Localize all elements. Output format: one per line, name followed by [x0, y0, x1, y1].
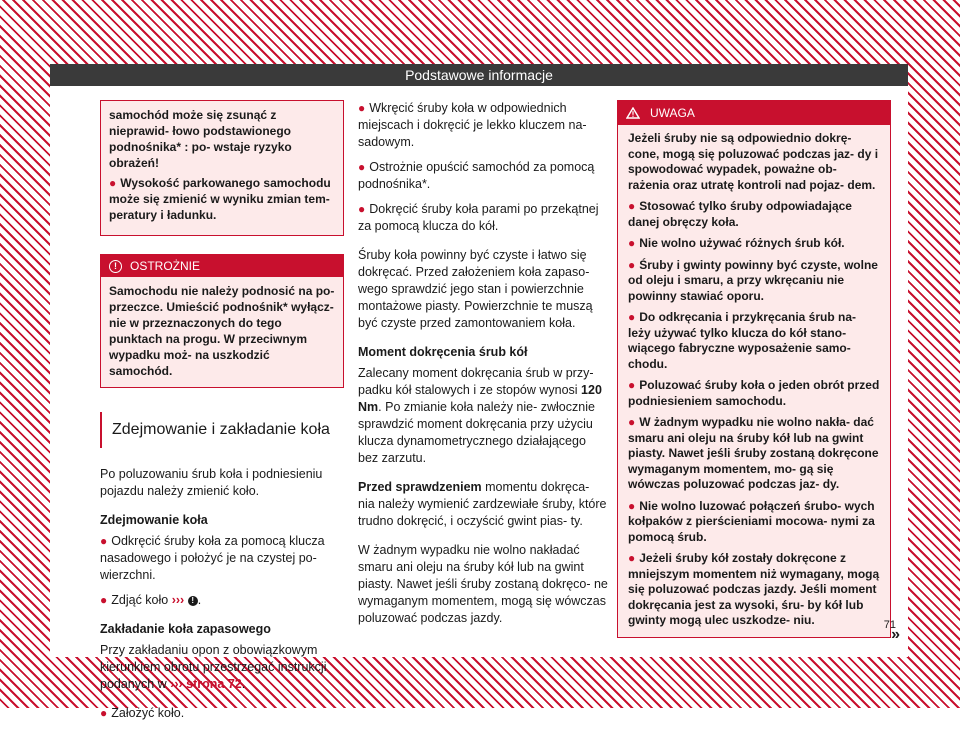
remove-heading: Zdejmowanie koła: [100, 513, 208, 527]
continue-arrow-icon: »: [891, 626, 900, 643]
bullet-icon: ●: [628, 310, 636, 324]
list-item-text: Zdjąć koło: [111, 593, 169, 607]
warning-header: [618, 101, 890, 125]
paragraph-text: momentu dokręca- nia należy wymienić zardzewiałe śruby, które trudno dokręcić, i oczyścić gwint pias- ty.: [358, 480, 607, 528]
bullet-icon: ●: [358, 202, 366, 216]
list-item: [358, 201, 608, 235]
list-item-text: Odkręcić śruby koła za pomocą klucza nasadowego i położyć je na czystej po- wierzchni.: [100, 534, 325, 582]
list-item-text: Jeżeli śruby kół zostały dokręcone z mniejszym momentem niż wymagany, mogą się poluzować podczas jazdy. Jeśli moment dokręcania jest za wysoki, śru- by kół lub gwinty mogą ulec uszkodze- niu.: [628, 551, 880, 627]
bullet-icon: ●: [100, 593, 108, 607]
list-item-text: Poluzować śruby koła o jeden obrót przed podniesieniem samochodu.: [628, 378, 880, 408]
paragraph: W żadnym wypadku nie wolno nakładać smaru ani oleju na śruby kół lub na gwint piasty. Nawet jeśli śruby zostaną dokręco- ne wymaganym momentem, mogą się wówczas poluzować podczas jazdy.: [358, 543, 608, 625]
section-title: Zdejmowanie i zakładanie koła: [100, 412, 344, 448]
bullet-icon: ●: [358, 160, 366, 174]
header-title: Podstawowe informacje: [405, 67, 553, 83]
list-item: [628, 415, 880, 493]
mount-text-body: Przy zakładaniu opon z obowiązkowym kierunkiem obrotu przestrzegać instrukcji podanych w: [100, 643, 327, 691]
list-item-text: Ostrożnie opuścić samochód za pomocą podnośnika*.: [358, 160, 595, 191]
bullet-icon: ●: [628, 257, 636, 272]
list-item-text: Śruby i gwinty powinny być czyste, wolne od oleju i smaru, a przy wkręcaniu nie powinny stawiać oporu.: [628, 257, 878, 303]
warning-continuation-text: samochód może się zsunąć z nieprawid- łowo podstawionego podnośnika* : po- wstaje ryzyko obrażeń!: [109, 108, 292, 170]
list-item: [100, 533, 344, 584]
bullet-icon: ●: [628, 498, 636, 513]
mount-text: Przy zakładaniu opon z obowiązkowym kierunkiem obrotu przestrzegać instrukcji podanych w ››› strona 72.: [100, 643, 327, 691]
paragraph: [358, 365, 608, 467]
bullet-icon: ●: [358, 101, 366, 115]
reference-arrow-link[interactable]: ›››: [171, 593, 185, 607]
warning-continuation-box: [100, 100, 344, 236]
warning-body: [618, 125, 890, 637]
list-item-text: Nie wolno używać różnych śrub kół.: [639, 236, 845, 250]
bullet-icon: ●: [109, 176, 117, 190]
warning-intro: Jeżeli śruby nie są odpowiednio dokrę- cone, mogą się poluzować podczas jaz- dy i spowodować wypadek, poważne ob- rażenia oraz utratę kontroli nad pojaz- dem.: [628, 131, 879, 192]
list-item-text: Do odkręcania i przykręcania śrub na- leży używać tylko klucza do kół stano- wiącego fabryczne wyposażenie samo- chodu.: [628, 310, 856, 371]
warning-bullet: [109, 175, 335, 223]
paragraph: Śruby koła powinny być czyste i łatwo się dokręcać. Przed założeniem koła zapaso- wego sprawdzić jego stan i powierzchnie montażowe piasty. Powierzchnie te muszą być czyste przed zamontowaniem koła.: [358, 248, 593, 330]
list-item-text: Dokręcić śruby koła parami po przekątnej za pomocą klucza do kół.: [358, 202, 599, 233]
list-item-text: W żadnym wypadku nie wolno nakła- dać smaru ani oleju na śruby kół lub na gwint piasty. Nawet jeśli śruby zostaną dokręcone wymaganym momentem, mo- gą się wówczas poluzować podczas jaz- dy.: [628, 415, 879, 491]
page-header: [50, 64, 908, 86]
warning-triangle-icon: [626, 107, 640, 119]
list-item: [628, 310, 880, 372]
caution-title: OSTROŻNIE: [130, 259, 201, 273]
list-item: [628, 199, 880, 230]
bullet-icon: ●: [628, 415, 636, 429]
column-1: [100, 100, 344, 730]
list-item: [628, 236, 880, 252]
paragraph-text: . Po zmianie koła należy nie- zwłocznie sprawdzić moment dokręcania przy użyciu klucza dynamometrycznego działającego bez zarzutu.: [358, 400, 595, 465]
page-reference-link[interactable]: ››› strona 72: [170, 677, 242, 691]
info-circle-icon: !: [109, 260, 122, 273]
list-item-text: Wkręcić śruby koła w odpowiednich miejscach i dokręcić je lekko kluczem na- sadowym.: [358, 101, 587, 149]
list-item: [628, 378, 880, 409]
bullet-icon: ●: [628, 378, 636, 392]
list-item: [628, 499, 880, 546]
list-item-text: Nie wolno luzować połączeń śrubo- wych kołpaków z pierścieniami mocowa- nymi za pomocą śrub.: [628, 498, 875, 544]
list-item: [628, 258, 880, 305]
caution-body: [101, 277, 343, 387]
warning-circle-icon: !: [188, 596, 198, 606]
paragraph: [358, 479, 608, 530]
bullet-icon: ●: [628, 199, 636, 213]
bullet-icon: ●: [628, 236, 636, 250]
caution-text: Samochodu nie należy podnosić na po- przeczce. Umieścić podnośnik* wyłącz- nie w przeznaczonych do tego punktach na progu. W przeciwnym wypadku moż- na uszkodzić samochód.: [109, 284, 335, 378]
caution-box: [100, 254, 344, 388]
mount-heading: Zakładanie koła zapasowego: [100, 622, 271, 636]
list-item: [628, 551, 880, 629]
warning-bullet-text: Wysokość parkowanego samochodu może się zmienić w wyniku zmian tem- peratury i ładunku.: [109, 176, 331, 222]
list-item-text: Założyć koło.: [111, 706, 185, 720]
warning-box: [617, 100, 900, 643]
torque-value: 120 Nm: [358, 383, 602, 414]
intro-text: Po poluzowaniu śrub koła i podniesieniu pojazdu należy zmienić koło.: [100, 467, 323, 498]
paragraph-text: Zalecany moment dokręcania śrub w przy- padku kół stalowych i ze stopów wynosi: [358, 366, 594, 397]
list-item: [358, 159, 608, 193]
page-number: 71: [883, 619, 896, 631]
list-item-text: Stosować tylko śruby odpowiadające danej obręczy koła.: [628, 199, 852, 229]
list-item: [358, 100, 608, 151]
bullet-icon: ●: [628, 551, 636, 565]
list-item: ● Zdjąć koło ››› ! .: [100, 593, 202, 607]
bullet-icon: ●: [100, 706, 108, 720]
torque-heading: Moment dokręcenia śrub kół: [358, 345, 528, 359]
caution-header: [101, 255, 343, 277]
paragraph-bold: Przed sprawdzeniem: [358, 480, 482, 494]
bullet-icon: ●: [100, 534, 108, 548]
column-2: [358, 100, 608, 639]
column-3: [617, 100, 900, 643]
page: [50, 64, 908, 720]
warning-title: UWAGA: [650, 106, 695, 120]
